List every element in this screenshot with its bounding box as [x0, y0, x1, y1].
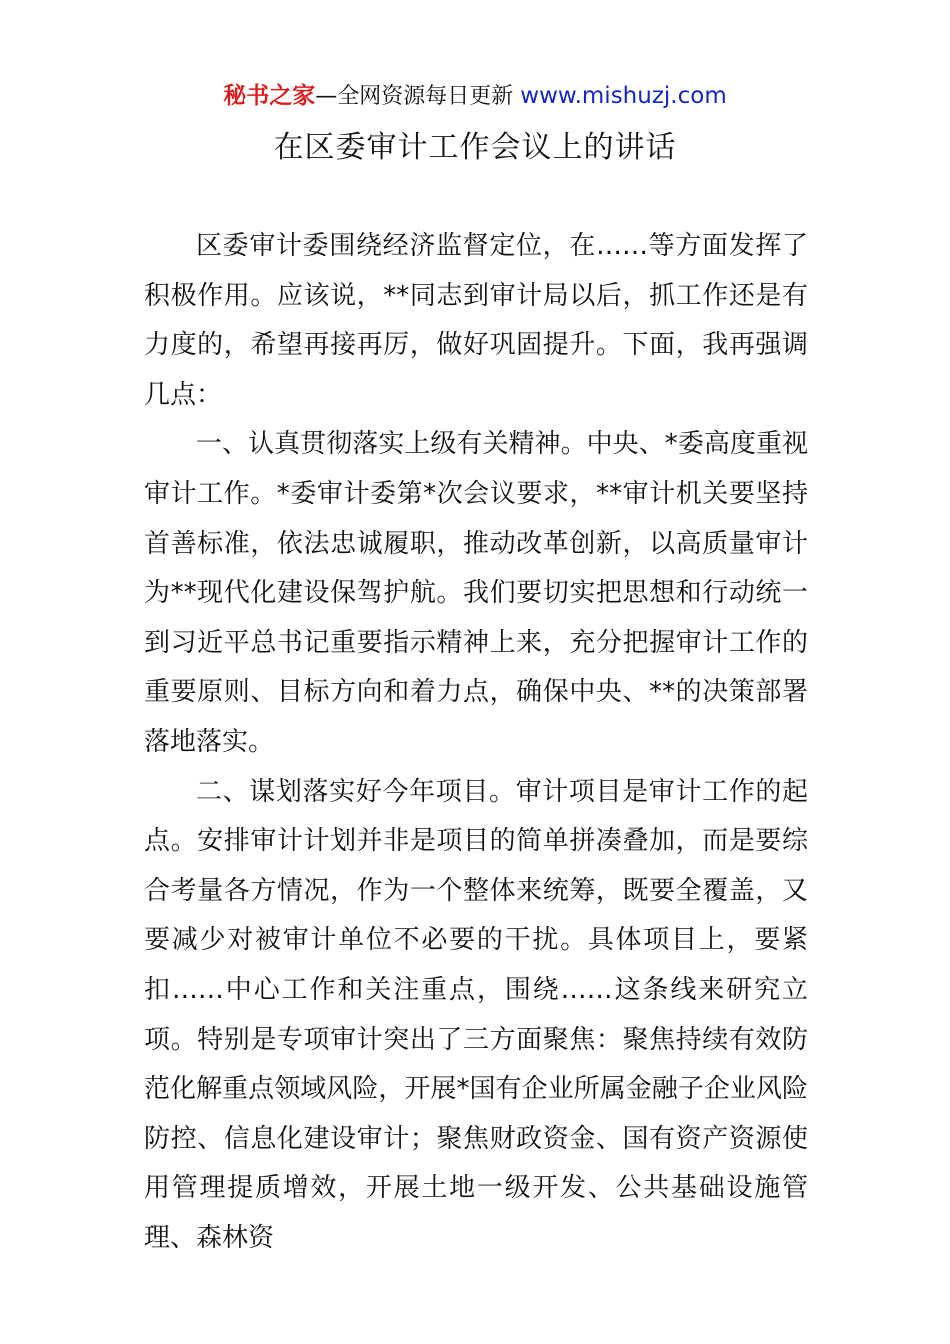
header-banner [0, 80, 950, 113]
paragraph-intro: 区委审计委围绕经济监督定位，在……等方面发挥了积极作用。应该说，**同志到审计局以后，抓工作还是有力度的，希望再接再厉，做好巩固提升。下面，我再强调几点： [144, 231, 808, 410]
paragraph-section-1: 一、认真贯彻落实上级有关精神。中央、*委高度重视审计工作。*委审计委第*次会议要求，**审计机关要坚持首善标准，依法忠诚履职，推动改革创新，以高质量审计为**现代化建设保驾护航。我们要切实把思想和行动统一到习近平总书记重要指示精神上来，充分把握审计工作的重要原则、目标方向和着力点，确保中央、**的决策部署落地落实。 [144, 429, 808, 757]
document-body [144, 222, 808, 1263]
brand-name: 秘书之家 [223, 83, 316, 109]
document-title: 在区委审计工作会议上的讲话 [273, 130, 677, 165]
paragraph-section-2: 二、谋划落实好今年项目。审计项目是审计工作的起点。安排审计计划并非是项目的简单拼凑叠加，而是要综合考量各方情况，作为一个整体来统筹，既要全覆盖，又要减少对被审计单位不必要的干扰。具体项目上，要紧扣……中心工作和关注重点，围绕……这条线来研究立项。特别是专项审计突出了三方面聚焦：聚焦持续有效防范化解重点领域风险，开展*国有企业所属金融子企业风险防控、信息化建设审计；聚焦财政资金、国有资产资源使用管理提质增效，开展土地一级开发、公共基础设施管理、森林资 [144, 776, 808, 1253]
site-link[interactable]: www.mishuzj.com [520, 83, 727, 109]
header-slogan: —全网资源每日更新 [315, 84, 514, 109]
